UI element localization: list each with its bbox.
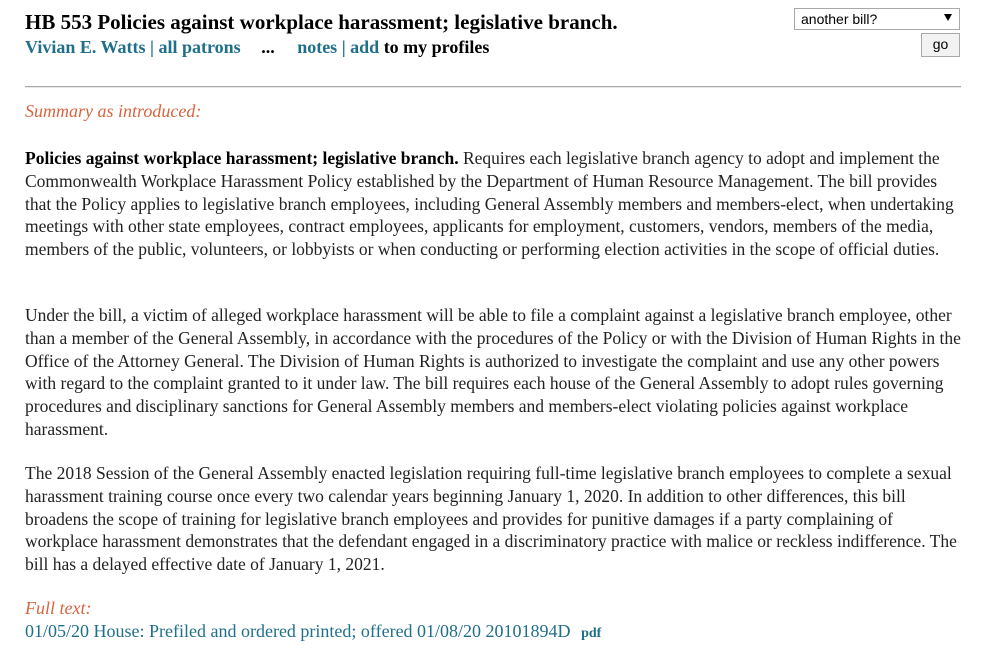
patron-link[interactable]: Vivian E. Watts: [25, 37, 146, 57]
to-profiles-text: to my profiles: [379, 37, 490, 57]
full-text-link[interactable]: 01/05/20 House: Prefiled and ordered printed; offered 01/08/20 20101894D: [25, 621, 571, 641]
summary-paragraph-3: The 2018 Session of the General Assembly enacted legislation requiring full-time legislative branch employees to complete a sexual harassment training course once every two calendar years beginning January 1, 2020. In addition to other differences, this bill broadens the scope of training for legislative branch employees and provides for punitive damages if a party complaining of workplace harassment demonstrates that the defendant engaged in a discriminatory practice with malice or reckless indifference. The bill has a delayed effective date of January 1, 2021.: [25, 463, 957, 575]
patron-links: [25, 35, 489, 59]
dropdown-arrow-icon: [944, 14, 952, 21]
notes-link[interactable]: notes: [297, 37, 338, 57]
bill-header: [25, 8, 961, 64]
summary-heading: Policies against workplace harassment; legislative branch.: [25, 148, 459, 168]
all-patrons-link[interactable]: all patrons: [158, 37, 241, 57]
summary-label: Summary as introduced:: [25, 101, 202, 121]
pdf-link[interactable]: pdf: [581, 626, 602, 641]
summary-paragraph-1: [25, 147, 961, 261]
header-divider: [25, 86, 961, 88]
another-bill-select[interactable]: [794, 8, 960, 30]
go-button[interactable]: go: [921, 33, 960, 57]
bill-page: [25, 8, 961, 641]
link-separator: |: [150, 37, 154, 57]
link-separator: |: [341, 37, 346, 57]
summary-paragraph-1-text: Requires each legislative branch agency to adopt and implement the Commonwealth Workplace Harassment Policy established by the Department of Human Resource Management. The bill provides that the Policy applies to legislative branch employees, including General Assembly members and members-elect, when undertaking meetings with other state employees, contract employees, applicants for employment, customers, vendors, members of the media, members of the public, volunteers, or lobbyists or when conducting or performing election activities in the scope of official duties.: [25, 148, 954, 260]
summary-paragraph-2: Under the bill, a victim of alleged workplace harassment will be able to file a complaint against a legislative branch employee, other than a member of the General Assembly, in accordance with the procedures of the Policy or with the Division of Human Rights in the Office of the Attorney General. The Division of Human Rights is authorized to investigate the complaint and use any other powers with regard to the complaint granted to it under law. The bill requires each house of the General Assembly to adopt rules governing procedures and disciplinary sanctions for General Assembly members and members-elect violating policies against workplace harassment.: [25, 305, 961, 439]
another-bill-select-value: another bill?: [801, 11, 878, 27]
full-text-label: Full text:: [25, 598, 92, 618]
page-title: HB 553 Policies against workplace harassment; legislative branch.: [25, 10, 618, 34]
full-text-entry: [25, 620, 601, 645]
add-link[interactable]: add: [350, 37, 380, 57]
ellipsis: ...: [261, 37, 275, 57]
